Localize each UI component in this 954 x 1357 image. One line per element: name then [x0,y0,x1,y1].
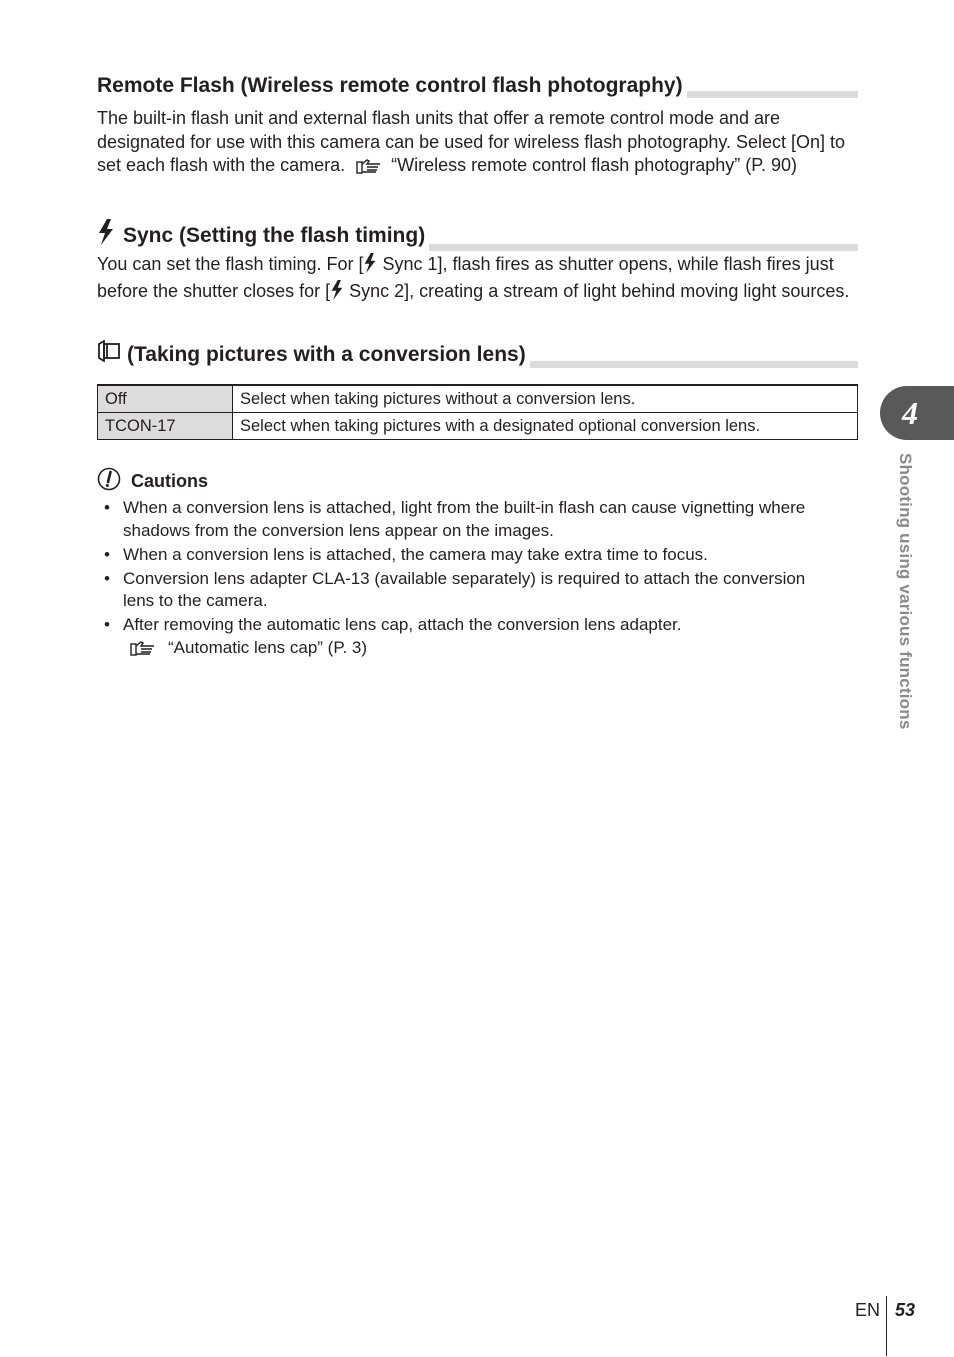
reference-text: “Automatic lens cap” (P. 3) [168,637,368,657]
table-row [98,413,858,440]
sync-body [97,253,857,306]
sync-text-1: You can set the flash timing. For [ [97,254,364,274]
chapter-number: 4 [902,394,918,431]
list-item: • When a conversion lens is attached, the camera may take extra time to focus. [97,544,817,567]
sync-text-3: Sync 2], creating a stream of light behind moving light sources. [344,280,850,301]
flash-icon [330,280,344,307]
sync-heading-wrap [97,219,429,252]
remote-flash-heading-text: Remote Flash (Wireless remote control flash photography) [97,73,687,99]
pointing-hand-reference-icon [356,157,382,181]
option-key: Off [98,385,233,413]
footer-divider [886,1296,887,1356]
cautions-heading [97,467,208,496]
table-row [98,385,858,413]
cautions-list [97,497,817,664]
footer-language: EN [855,1300,881,1320]
chapter-tab [880,386,954,440]
chapter-label: Shooting using various functions [896,453,915,730]
sync-heading-text: Sync (Setting the flash timing) [123,223,426,247]
list-item: • Conversion lens adapter CLA-13 (available separately) is required to attach the conversion lens to the camera. [97,568,817,613]
list-item [97,614,817,662]
option-description: Select when taking pictures without a conversion lens. [233,385,858,413]
conversion-heading-text: (Taking pictures with a conversion lens) [127,342,526,366]
option-description: Select when taking pictures with a designated optional conversion lens. [233,413,858,440]
flash-icon [97,219,115,252]
pointing-hand-reference-icon [126,640,160,663]
remote-flash-body [97,107,857,181]
conversion-lens-icon [97,340,121,369]
remote-flash-heading [97,73,858,99]
list-item-text: After removing the automatic lens cap, attach the conversion lens adapter. [123,615,682,634]
remote-flash-reference-text: “Wireless remote control flash photography” (P. 90) [391,155,797,175]
sync-text-2: Sync 1], flash fires as shutter opens, while flash fires just before the shutter closes for [ [97,254,834,301]
cautions-heading-text: Cautions [131,471,209,491]
conversion-options-table [97,384,858,440]
sync-heading [97,219,858,252]
conversion-heading [97,340,858,369]
caution-exclamation-icon [97,467,121,496]
conversion-heading-wrap [97,340,530,369]
option-key: TCON-17 [98,413,233,440]
remote-flash-body-text: The built-in flash unit and external flash units that offer a remote control mode and are designated for use with this camera can be used for wireless flash photography. Select [On] to set each flash with the camera. [97,108,846,175]
flash-icon [363,253,377,280]
reference-line [123,637,817,663]
list-item: • When a conversion lens is attached, light from the built-in flash can cause vignetting where shadows from the conversion lens appear on the images. [97,497,817,542]
page-number: 53 [895,1300,916,1320]
